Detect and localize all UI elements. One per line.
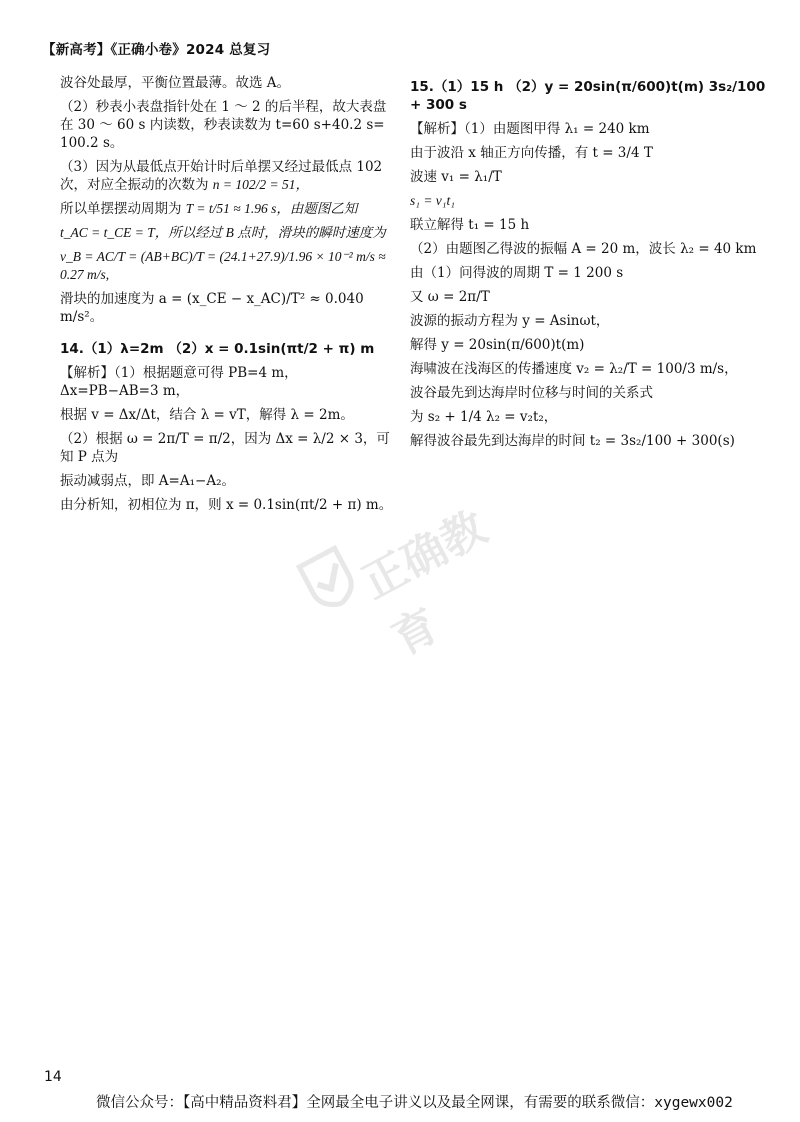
wechat-id: xygewx002: [654, 1095, 733, 1111]
analysis-paragraph: 为 s₂ + 1/4 λ₂ = v₂t₂，: [410, 409, 558, 425]
analysis-paragraph: 根据 v = Δx/Δt，结合 λ = vT，解得 λ = 2m。: [60, 407, 354, 423]
answer-paragraph: 滑块的加速度为 a = (x_CE − x_AC)/T² ≈ 0.040 m/s²。: [60, 291, 364, 325]
footer: [96, 1091, 733, 1112]
question-number: 15.（1）15 h （2）y = 20sin(π/600)t(m) 3s₂/100 + 300 s: [410, 79, 766, 113]
footer-text: 微信公众号：【高中精品资料君】全网最全电子讲义以及最全网课，有需要的联系微信：: [96, 1095, 655, 1111]
analysis-paragraph: 波速 v₁ = λ₁/T: [410, 169, 502, 185]
right-column: [410, 78, 770, 456]
question-15-answer: [410, 78, 770, 114]
analysis-paragraph: 振动减弱点，即 A=A₁−A₂。: [60, 473, 235, 489]
document-header: 【新高考】《正确小卷》2024 总复习: [42, 42, 271, 58]
analysis-paragraph: 海啸波在浅海区的传播速度 v₂ = λ₂/T = 100/3 m/s，: [410, 361, 738, 377]
check-shield-icon: [291, 540, 365, 617]
answer-paragraph: [60, 200, 396, 218]
analysis-paragraph: 【解析】（1）由题图甲得 λ₁ = 240 km: [410, 121, 650, 137]
analysis-paragraph: 联立解得 t₁ = 15 h: [410, 217, 530, 233]
question-14-answer: [60, 340, 396, 358]
analysis-paragraph: 由（1）问得波的周期 T = 1 200 s: [410, 265, 624, 281]
analysis-paragraph: （2）由题图乙得波的振幅 A = 20 m，波长 λ₂ = 40 km: [410, 241, 757, 257]
answer-paragraph: [60, 158, 396, 194]
formula-line: v_B = AC/T = (AB+BC)/T = (24.1+27.9)/1.96 × 10⁻² m/s ≈ 0.27 m/s,: [60, 249, 386, 282]
analysis-paragraph: 【解析】（1）根据题意可得 PB=4 m，Δx=PB−AB=3 m，: [60, 365, 298, 399]
formula: n = 102/2 = 51，: [212, 177, 310, 192]
formula: T = t/51 ≈ 1.96 s，由题图乙知: [185, 201, 358, 216]
analysis-paragraph: 解得波谷最先到达海岸的时间 t₂ = 3s₂/100 + 300(s): [410, 433, 735, 449]
analysis-paragraph: （2）根据 ω = 2π/T = π/2，因为 Δx = λ/2 × 3，可知 P 点为: [60, 431, 390, 465]
formula-line: s₁ = v₁t₁: [410, 193, 455, 208]
page-number: 14: [44, 1069, 62, 1085]
text: （3）因为从最低点开始计时后单摆又经过最低点 102 次，对应全振动的次数为: [60, 159, 383, 193]
analysis-paragraph: 波源的振动方程为 y = Asinωt，: [410, 313, 610, 329]
analysis-paragraph: 由分析知，初相位为 π，则 x = 0.1sin(πt/2 + π) m。: [60, 497, 393, 513]
formula-line: t_AC = t_CE = T，所以经过 B 点时，滑块的瞬时速度为: [60, 225, 386, 240]
question-number: 14.（1）λ=2m （2）x = 0.1sin(πt/2 + π) m: [60, 341, 375, 357]
watermark-text: 正确教育: [354, 501, 495, 666]
analysis-paragraph: 又 ω = 2π/T: [410, 289, 490, 305]
answer-paragraph: 波谷处最厚，平衡位置最薄。故选 A。: [60, 75, 291, 91]
left-column: [60, 74, 396, 520]
analysis-paragraph: 波谷最先到达海岸时位移与时间的关系式: [410, 385, 653, 401]
analysis-paragraph: 解得 y = 20sin(π/600)t(m): [410, 337, 585, 353]
answer-paragraph: （2）秒表小表盘指针处在 1 ～ 2 的后半程，故大表盘在 30 ～ 60 s 内读数，秒表读数为 t=60 s+40.2 s= 100.2 s。: [60, 99, 387, 151]
text: 所以单摆摆动周期为: [60, 201, 182, 217]
analysis-paragraph: 由于波沿 x 轴正方向传播，有 t = 3/4 T: [410, 145, 653, 161]
